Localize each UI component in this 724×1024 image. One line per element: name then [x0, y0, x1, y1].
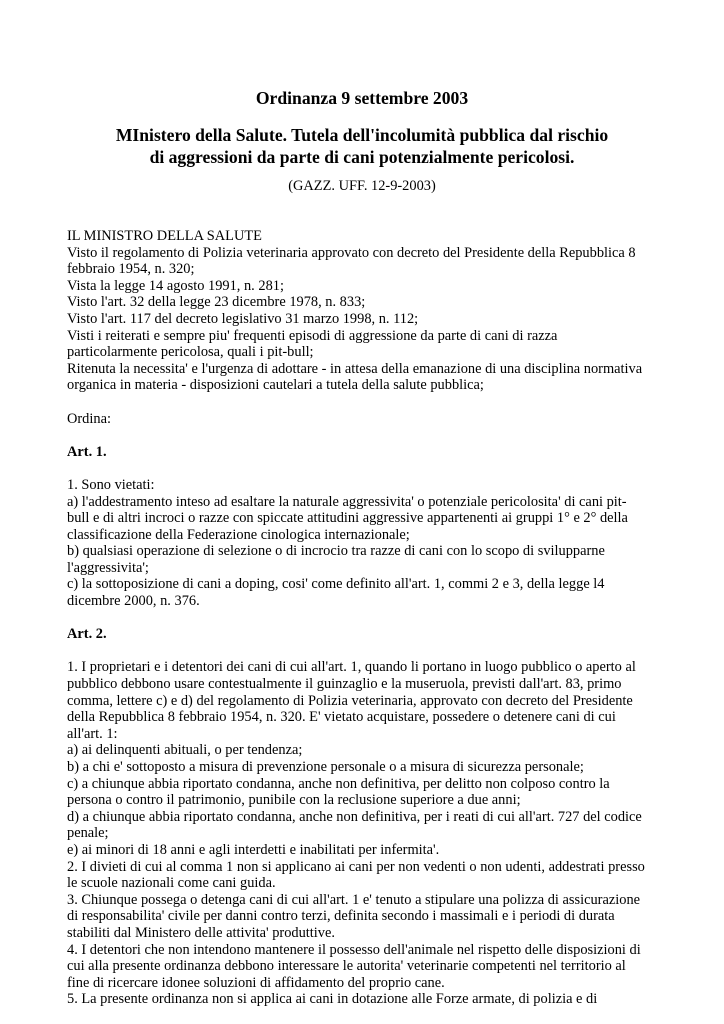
preamble-line: particolarmente pericolosa, quali i pit-bull;	[67, 344, 314, 361]
article-1-text	[67, 477, 667, 610]
article-1-heading: Art. 1.	[67, 443, 107, 460]
article-2-heading: Art. 2.	[67, 626, 107, 643]
article-line: penale;	[67, 825, 109, 842]
article-line: all'art. 1:	[67, 725, 118, 742]
article-line: cui alla presente ordinanza debbono interessare le autorita' veterinarie competenti nel territorio al	[67, 958, 626, 975]
article-line: a) ai delinquenti abituali, o per tendenza;	[67, 742, 303, 759]
article-line: 3. Chiunque possega o detenga cani di cui all'art. 1 e' tenuto a stipulare una polizza di assicurazione	[67, 891, 641, 908]
ordina-heading: Ordina:	[67, 410, 111, 427]
article-line: di responsabilita' civile per danni contro terzi, definita secondo i massimali e i periodi di durata	[67, 908, 615, 925]
preamble-line: Vista la legge 14 agosto 1991, n. 281;	[67, 277, 284, 294]
article-line: 2. I divieti di cui al comma 1 non si applicano ai cani per non vedenti o non udenti, addestrati presso	[67, 858, 645, 875]
article-line: b) a chi e' sottoposto a misura di prevenzione personale o a misura di sicurezza personale;	[67, 759, 584, 775]
subtitle-line: MInistero della Salute. Tutela dell'incolumità pubblica dal rischio	[115, 125, 609, 145]
preamble-line: Visto l'art. 117 del decreto legislativo 31 marzo 1998, n. 112;	[67, 310, 419, 327]
article-line: 1. Sono vietati:	[67, 476, 155, 493]
article-line: b) qualsiasi operazione di selezione o di incrocio tra razze di cani con lo scopo di svilupparne	[67, 543, 605, 560]
article-line: 5. La presente ordinanza non si applica ai cani in dotazione alle Forze armate, di polizia e di	[67, 991, 598, 1008]
article-line: le scuole nazionali come cani guida.	[67, 875, 276, 892]
gazzetta-reference: (GAZZ. UFF. 12-9-2003)	[288, 178, 436, 194]
preamble-line: Ritenuta la necessita' e l'urgenza di adottare - in attesa della emanazione di una disciplina normativa	[67, 360, 643, 377]
preamble-line: Visto il regolamento di Polizia veterinaria approvato con decreto del Presidente della Repubblica 8	[67, 244, 636, 261]
article-line: c) la sottoposizione di cani a doping, cosi' come definito all'art. 1, commi 2 e 3, della legge l4	[67, 576, 605, 593]
article-line: fine di ricercare idonee soluzioni di affidamento del proprio cane.	[67, 974, 445, 991]
document-body	[67, 228, 667, 1008]
article-line: stabiliti dal Ministero delle attivita' produttive.	[67, 924, 335, 941]
article-2-text	[67, 659, 667, 1007]
document-subtitle	[0, 124, 724, 168]
article-line: d) a chiunque abbia riportato condanna, anche non definitiva, per i reati di cui all'art. 727 del codice	[67, 808, 642, 825]
article-line: comma, lettere c) e d) del regolamento di Polizia veterinaria, approvato con decreto del Presidente	[67, 692, 633, 709]
preamble-line: organica in materia - disposizioni cautelari a tutela della salute pubblica;	[67, 377, 484, 394]
article-line: a) l'addestramento inteso ad esaltare la naturale aggressivita' o potenziale pericolosita' di cani pit-	[67, 493, 627, 510]
article-line: 1. I proprietari e i detentori dei cani di cui all'art. 1, quando li portano in luogo pubblico o aperto al	[67, 659, 636, 676]
article-line: della Repubblica 8 febbraio 1954, n. 320. E' vietato acquistare, possedere o detenere cani di cui	[67, 709, 616, 726]
document-title: Ordinanza 9 settembre 2003	[255, 88, 469, 108]
article-line: classificazione della Federazione cinologica internazionale;	[67, 526, 410, 543]
subtitle-line: di aggressioni da parte di cani potenzialmente pericolosi.	[149, 147, 575, 167]
article-line: dicembre 2000, n. 376.	[67, 593, 200, 610]
article-line: c) a chiunque abbia riportato condanna, anche non definitiva, per delitto non colposo contro la	[67, 775, 610, 792]
preamble-line: IL MINISTRO DELLA SALUTE	[67, 228, 262, 244]
article-line: l'aggressivita';	[67, 559, 149, 576]
article-line: 4. I detentori che non intendono mantenere il possesso dell'animale nel rispetto delle disposizioni di	[67, 941, 641, 958]
preamble-line: febbraio 1954, n. 320;	[67, 261, 195, 278]
preamble	[67, 228, 667, 394]
article-line: persona o contro il patrimonio, punibile con la reclusione superiore a due anni;	[67, 792, 521, 809]
article-line: e) ai minori di 18 anni e agli interdetti e inabilitati per infermita'.	[67, 841, 440, 858]
article-line: bull e di altri incroci o razze con spiccate attitudini aggressive appartenenti ai gruppi 1° e 2° della	[67, 510, 628, 527]
preamble-line: Visto l'art. 32 della legge 23 dicembre 1978, n. 833;	[67, 294, 366, 311]
preamble-line: Visti i reiterati e sempre piu' frequenti episodi di aggressione da parte di cani di razza	[67, 327, 558, 344]
article-line: pubblico debbono usare contestualmente il guinzaglio e la museruola, previsti dall'art. 83, primo	[67, 676, 622, 693]
